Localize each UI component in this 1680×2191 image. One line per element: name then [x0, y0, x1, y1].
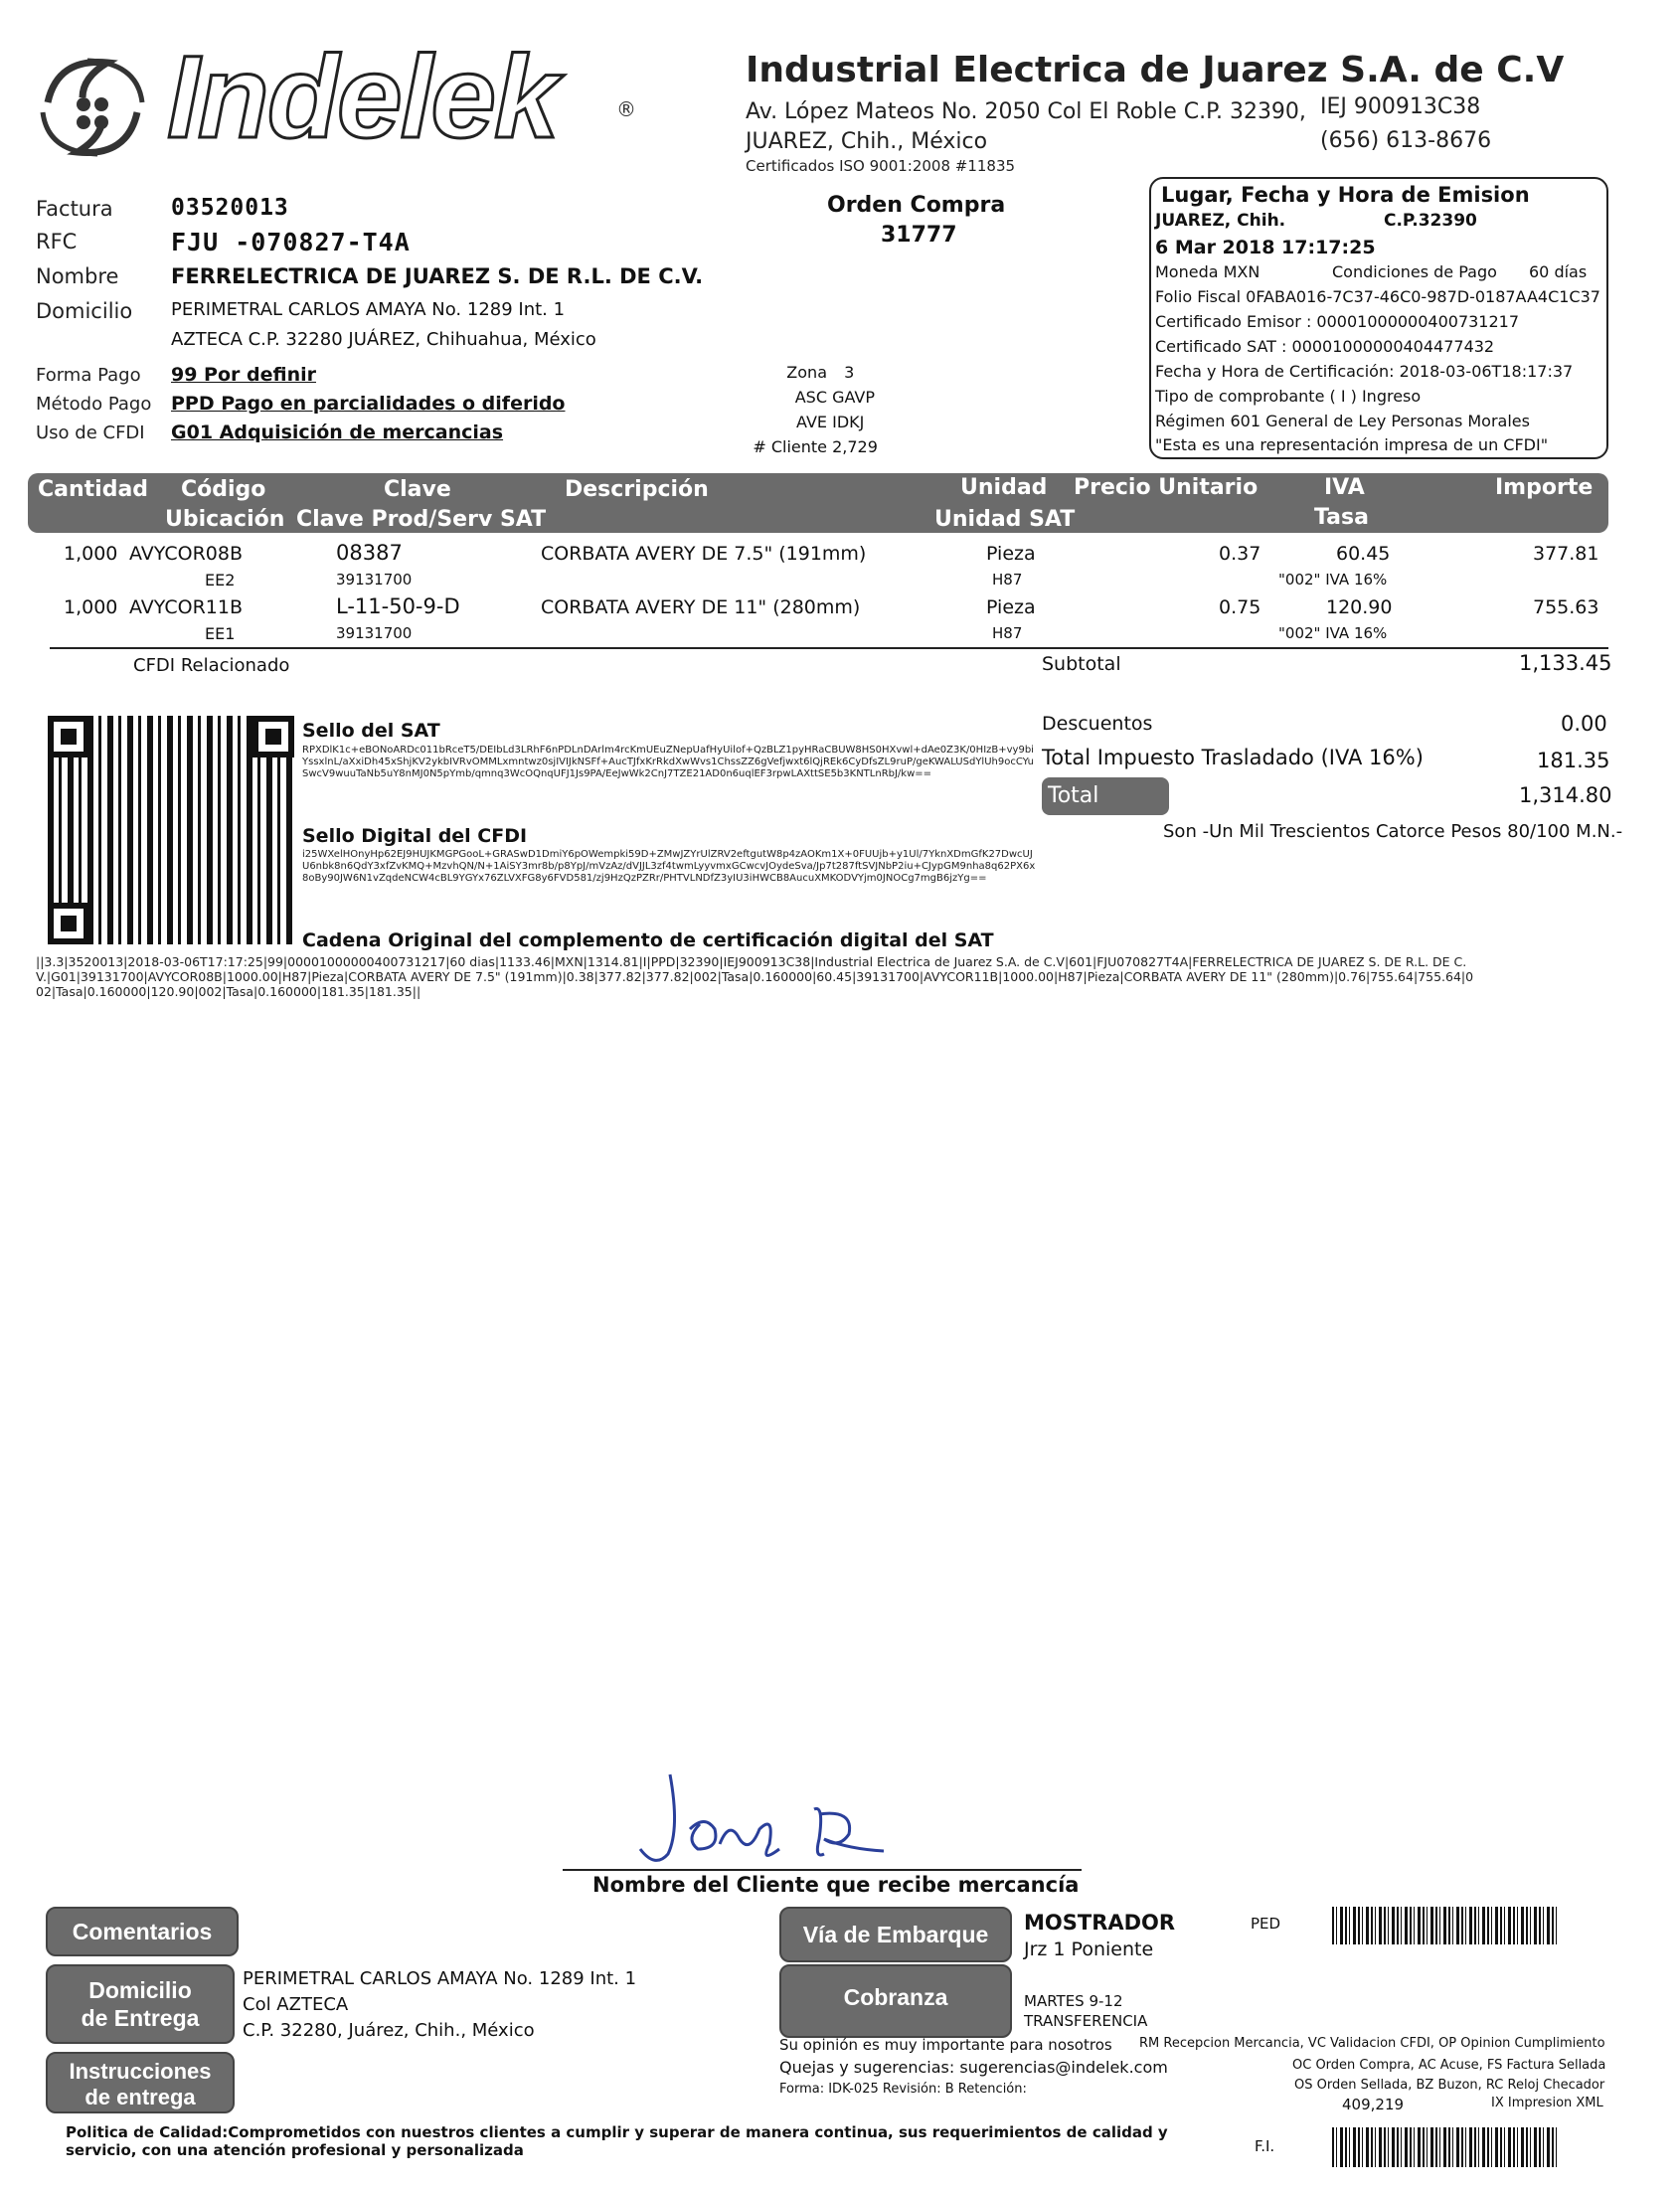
legend-3: OS Orden Sellada, BZ Buzon, RC Reloj Checador: [1294, 2078, 1605, 2093]
politica-calidad: [66, 2123, 1239, 2159]
col-codigo: Código: [181, 477, 266, 502]
col-iva: IVA: [1324, 475, 1365, 500]
signature-icon: [610, 1770, 889, 1879]
via-embarque-sub: Jrz 1 Poniente: [1024, 1938, 1154, 1960]
politica-label: Politica de Calidad:: [66, 2123, 229, 2141]
row-unidad: Pieza: [986, 596, 1036, 618]
emision-lugar: JUAREZ, Chih.: [1155, 211, 1286, 231]
cliente-value: 2,729: [832, 437, 878, 456]
col-ubicacion: Ubicación: [165, 507, 285, 532]
regimen: Régimen 601 General de Ley Personas Morales: [1155, 412, 1530, 430]
domicilio-label: Domicilio: [36, 299, 133, 323]
iso-cert: Certificados ISO 9001:2008 #11835: [746, 157, 1016, 175]
impuesto-label: Total Impuesto Trasladado (IVA 16%): [1042, 746, 1424, 769]
swirl-logo-icon: [28, 43, 157, 172]
ave-value: IDKJ: [832, 413, 865, 431]
emision-title: Lugar, Fecha y Hora de Emision: [1161, 183, 1530, 207]
subtotal-value: 1,133.45: [1519, 651, 1612, 675]
instrucciones-button[interactable]: [46, 2052, 235, 2113]
signature-label: Nombre del Cliente que recibe mercancía: [592, 1873, 1080, 1897]
legend-4: IX Impresion XML: [1491, 2096, 1603, 2110]
zona-value: 3: [844, 363, 855, 382]
legend-1: RM Recepcion Mercancia, VC Validacion CFDI, OP Opinion Cumplimiento: [1139, 2036, 1605, 2051]
fecha-certificacion: Fecha y Hora de Certificación: 2018-03-06T18:17:37: [1155, 362, 1574, 381]
row-tasa: "002" IVA 16%: [1278, 624, 1388, 642]
uso-cfdi-label: Uso de CFDI: [36, 422, 145, 443]
row-iva: 60.45: [1336, 543, 1391, 565]
row-ubicacion: EE1: [205, 624, 236, 643]
col-importe: Importe: [1495, 475, 1594, 500]
cobranza-button[interactable]: Cobranza: [779, 1964, 1012, 2038]
sello-sat-value: RPXDlK1c+eBONoARDc011bRceT5/DEIbLd3LRhF6nPDLnDArlm4rcKmUEuZNepUafHyUilof+QzBLZ1pyHRaCBUW8HS0HXvwl+dAe0Z3K/0HIzB+vy9biYssxlnL/aXxiDh45xShjKV2ykbIVRvOMMLxmntwz0sjIVIJkNSFf+AucTJfxKrRkdXwWvs1ChssZZ6gVefjwxt6lQjREk6CyDfsZL9ruP/geKWALUSdYlUh9ocCYuSwcV9wuuTaNb5uY8nMJ0N5pYmb/qmnq3WcOQnqUFJ1Js9PA/EeJwWk2CnJ7TZE21AD0n6uqlEF3rpwLAXttSE5b3KNTLnRbJ/kw==: [302, 745, 1034, 779]
factura-number: 03520013: [171, 195, 289, 221]
row-clave: 08387: [336, 541, 403, 565]
forma-text: Forma: IDK-025 Revisión: B Retención:: [779, 2082, 1027, 2097]
cadena-title: Cadena Original del complemento de certificación digital del SAT: [302, 929, 994, 951]
instrucciones-line-1: Instrucciones: [69, 2059, 212, 2084]
signature-line: [563, 1869, 1082, 1871]
client-rfc: FJU -070827-T4A: [171, 228, 411, 256]
row-descripcion: CORBATA AVERY DE 7.5" (191mm): [541, 543, 867, 565]
entrega-address-1: PERIMETRAL CARLOS AMAYA No. 1289 Int. 1: [243, 1968, 637, 1989]
logo-wordmark: Indelek: [167, 32, 558, 163]
certificado-sat: Certificado SAT : 00001000000404477432: [1155, 337, 1495, 356]
barcode-top: [1332, 1907, 1557, 1944]
via-embarque-button[interactable]: Vía de Embarque: [779, 1907, 1012, 1962]
rfc-label: RFC: [36, 230, 78, 253]
row-tasa: "002" IVA 16%: [1278, 571, 1388, 589]
factura-label: Factura: [36, 197, 113, 221]
emision-cp: C.P.32390: [1384, 211, 1477, 231]
table-row: [0, 541, 1680, 594]
sello-cfdi-title: Sello Digital del CFDI: [302, 825, 528, 847]
nombre-label: Nombre: [36, 264, 119, 288]
domicilio-entrega-button[interactable]: [46, 1964, 235, 2044]
descuentos-label: Descuentos: [1042, 713, 1153, 735]
cobranza-2: TRANSFERENCIA: [1024, 2012, 1148, 2030]
sello-cfdi-value: i25WXelHOnyHp62EJ9HUJKMGPGooL+GRASwD1DmiY6pOWempki59D+ZMwJZYrUlZRV2eftgutW8p4zAOKm1X+0FUUjb+y1Ul/7YknXDmGfK27DwcUJU6nbk8n6QdY3xfZvKMQ+MzvhQN/N+1AiSY3mr8b/p8YpJ/mVzAz/dVJJL3zf4twmLyyvmxGCwcvJOydeSva/Jp7t287ftSVJNbP2iu+CJypGM9nha8q62PX6x8oBy90JW6N1vZqdeNCW4cBL9YGYx76ZLVXFG8y6FVD581/zj9HzQzPZRr/PHTVLNDfZ3yIU3iHWCB8AucuXMKODVYjm0JNOCg7mgB6jzYg==: [302, 849, 1036, 884]
asc-value: GAVP: [832, 388, 876, 407]
row-cantidad: 1,000: [64, 543, 118, 565]
ped-label: PED: [1251, 1915, 1281, 1933]
row-clave: L-11-50-9-D: [336, 594, 460, 618]
company-address-2: JUAREZ, Chih., México: [746, 129, 988, 154]
subtotal-label: Subtotal: [1042, 653, 1121, 675]
col-clave-sat: Clave Prod/Serv SAT: [296, 507, 547, 532]
comentarios-button[interactable]: Comentarios: [46, 1907, 239, 1956]
uso-cfdi: G01 Adquisición de mercancias: [171, 421, 504, 443]
entrega-address-2: Col AZTECA: [243, 1994, 349, 2015]
moneda: Moneda MXN: [1155, 262, 1260, 281]
table-divider: [50, 647, 1608, 649]
representacion: "Esta es una representación impresa de un CFDI": [1155, 435, 1549, 454]
dias-pago: 60 días: [1529, 262, 1588, 281]
col-tasa: Tasa: [1314, 505, 1369, 530]
company-rfc: IEJ 900913C38: [1320, 94, 1481, 119]
politica-text: Comprometidos con nuestros clientes a cumplir y superar de manera continua, sus requerimientos de calidad y servicio, con una atención profesional y personalizada: [66, 2123, 1168, 2159]
row-clave-sat: 39131700: [336, 624, 413, 642]
orden-compra-label: Orden Compra: [827, 193, 1006, 218]
company-name: Industrial Electrica de Juarez S.A. de C.V: [746, 50, 1565, 90]
row-ubicacion: EE2: [205, 571, 236, 590]
barcode-bottom: [1332, 2127, 1557, 2167]
row-clave-sat: 39131700: [336, 571, 413, 589]
row-unidad-sat: H87: [992, 571, 1023, 589]
client-name: FERRELECTRICA DE JUAREZ S. DE R.L. DE C.V.: [171, 264, 704, 288]
quejas-text: Quejas y sugerencias: sugerencias@indelek.com: [779, 2058, 1168, 2077]
metodo-pago: PPD Pago en parcialidades o diferido: [171, 393, 566, 415]
col-clave: Clave: [384, 477, 451, 502]
instrucciones-line-2: de entrega: [84, 2085, 196, 2109]
total-value: 1,314.80: [1519, 783, 1612, 807]
row-importe: 377.81: [1533, 543, 1599, 565]
table-row: [0, 594, 1680, 648]
forma-pago-label: Forma Pago: [36, 365, 141, 386]
col-unidad-sat: Unidad SAT: [934, 507, 1076, 532]
zona-block: [736, 360, 885, 459]
domicilio-entrega-line-1: Domicilio: [88, 1977, 192, 2003]
impuesto-value: 181.35: [1537, 749, 1610, 772]
certificado-emisor: Certificado Emisor : 00001000000400731217: [1155, 312, 1520, 331]
tipo-comprobante: Tipo de comprobante ( I ) Ingreso: [1155, 387, 1422, 406]
zona-label: Zona: [786, 363, 827, 382]
row-unidad-sat: H87: [992, 624, 1023, 642]
descuentos-value: 0.00: [1561, 712, 1607, 736]
row-iva: 120.90: [1326, 596, 1393, 618]
col-descripcion: Descripción: [565, 477, 709, 502]
legend-2: OC Orden Compra, AC Acuse, FS Factura Sellada: [1292, 2058, 1606, 2073]
orden-compra-number: 31777: [881, 223, 957, 248]
emision-fecha: 6 Mar 2018 17:17:25: [1155, 237, 1376, 258]
client-address-1: PERIMETRAL CARLOS AMAYA No. 1289 Int. 1: [171, 299, 566, 320]
col-precio-unitario: Precio Unitario: [1074, 475, 1259, 500]
cfdi-relacionado: CFDI Relacionado: [133, 655, 290, 676]
total-label: Total: [1048, 783, 1099, 808]
col-cantidad: Cantidad: [38, 477, 149, 502]
cliente-label: # Cliente: [753, 437, 827, 456]
ave-label: AVE: [796, 413, 827, 431]
registered-mark-icon: ®: [616, 97, 636, 121]
row-descripcion: CORBATA AVERY DE 11" (280mm): [541, 596, 861, 618]
row-importe: 755.63: [1533, 596, 1599, 618]
entrega-address-3: C.P. 32280, Juárez, Chih., México: [243, 2020, 535, 2041]
company-phone: (656) 613-8676: [1320, 128, 1492, 153]
forma-pago: 99 Por definir: [171, 364, 316, 386]
col-unidad: Unidad: [960, 475, 1048, 500]
row-unidad: Pieza: [986, 543, 1036, 565]
cobranza-1: MARTES 9-12: [1024, 1992, 1123, 2010]
row-codigo: AVYCOR08B: [129, 543, 243, 565]
client-address-2: AZTECA C.P. 32280 JUÁREZ, Chihuahua, México: [171, 329, 596, 350]
sello-sat-title: Sello del SAT: [302, 720, 440, 742]
metodo-pago-label: Método Pago: [36, 394, 152, 415]
via-embarque-value: MOSTRADOR: [1024, 1911, 1176, 1935]
folio-fiscal: Folio Fiscal 0FABA016-7C37-46C0-987D-0187AA4C1C37: [1155, 287, 1600, 306]
fi-label: F.I.: [1255, 2137, 1275, 2155]
row-cantidad: 1,000: [64, 596, 118, 618]
qr-code: [48, 716, 294, 944]
company-address-1: Av. López Mateos No. 2050 Col El Roble C.P. 32390,: [746, 99, 1306, 124]
footer-number: 409,219: [1342, 2096, 1405, 2113]
row-precio: 0.75: [1219, 596, 1261, 618]
row-codigo: AVYCOR11B: [129, 596, 243, 618]
cadena-value: ||3.3|3520013|2018-03-06T17:17:25|99|00001000000400731217|60 dias|1133.46|MXN|1314.81|I|PPD|32390|IEJ900913C38|Industrial Electrica de Juarez S.A. de C.V|601|FJU070827T4A|FERRELECTRICA DE JUAREZ S. DE R.L. DE C.V.|G01|39131700|AVYCOR08B|1000.00|H87|Pieza|CORBATA AVERY DE 7.5" (191mm)|0.38|377.82|377.82|002|Tasa|0.160000|60.45|39131700|AVYCOR11B|1000.00|H87|Pieza|CORBATA AVERY DE 11" (280mm)|0.76|755.64|755.64|002|Tasa|0.160000|120.90|002|Tasa|0.160000|181.35|181.35||: [36, 954, 1474, 999]
domicilio-entrega-line-2: de Entrega: [81, 2005, 200, 2031]
total-letra: Son -Un Mil Trescientos Catorce Pesos 80/100 M.N.-: [1163, 821, 1623, 842]
asc-label: ASC: [794, 388, 827, 407]
logo: [28, 32, 644, 177]
condiciones-pago: Condiciones de Pago: [1332, 262, 1497, 281]
opinion-text: Su opinión es muy importante para nosotros: [779, 2036, 1112, 2054]
row-precio: 0.37: [1219, 543, 1261, 565]
